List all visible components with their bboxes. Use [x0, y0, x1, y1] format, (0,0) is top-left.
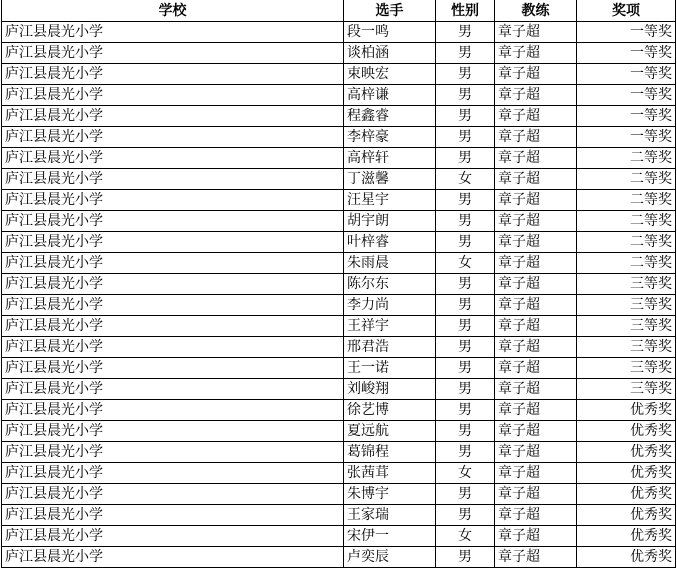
cell-coach: 章子超	[495, 253, 577, 274]
cell-school: 庐江县晨光小学	[2, 211, 344, 232]
cell-player: 丁滋馨	[344, 169, 436, 190]
cell-coach: 章子超	[495, 295, 577, 316]
cell-award: 一等奖	[577, 22, 676, 43]
cell-school: 庐江县晨光小学	[2, 526, 344, 547]
cell-gender: 男	[436, 190, 495, 211]
table-row	[2, 442, 676, 463]
table-row	[2, 337, 676, 358]
cell-school: 庐江县晨光小学	[2, 43, 344, 64]
table-row	[2, 148, 676, 169]
cell-player: 朱博宇	[344, 484, 436, 505]
cell-award: 三等奖	[577, 379, 676, 400]
cell-player: 高梓轩	[344, 148, 436, 169]
cell-coach: 章子超	[495, 190, 577, 211]
header-coach: 教练	[495, 0, 577, 22]
cell-school: 庐江县晨光小学	[2, 547, 344, 568]
cell-gender: 女	[436, 526, 495, 547]
cell-school: 庐江县晨光小学	[2, 274, 344, 295]
cell-gender: 男	[436, 64, 495, 85]
cell-player: 王家瑞	[344, 505, 436, 526]
table-row	[2, 463, 676, 484]
cell-player: 邢君浩	[344, 337, 436, 358]
cell-coach: 章子超	[495, 211, 577, 232]
cell-coach: 章子超	[495, 232, 577, 253]
cell-gender: 男	[436, 85, 495, 106]
cell-player: 王祥宇	[344, 316, 436, 337]
cell-coach: 章子超	[495, 127, 577, 148]
cell-gender: 男	[436, 379, 495, 400]
cell-player: 卢奕辰	[344, 547, 436, 568]
cell-award: 优秀奖	[577, 526, 676, 547]
cell-school: 庐江县晨光小学	[2, 232, 344, 253]
cell-award: 二等奖	[577, 211, 676, 232]
cell-award: 三等奖	[577, 316, 676, 337]
cell-award: 三等奖	[577, 274, 676, 295]
cell-coach: 章子超	[495, 316, 577, 337]
cell-award: 一等奖	[577, 64, 676, 85]
table-row	[2, 253, 676, 274]
cell-school: 庐江县晨光小学	[2, 127, 344, 148]
cell-school: 庐江县晨光小学	[2, 295, 344, 316]
table-row	[2, 358, 676, 379]
cell-award: 一等奖	[577, 43, 676, 64]
cell-gender: 女	[436, 253, 495, 274]
cell-coach: 章子超	[495, 484, 577, 505]
cell-coach: 章子超	[495, 442, 577, 463]
cell-award: 一等奖	[577, 127, 676, 148]
cell-gender: 男	[436, 442, 495, 463]
cell-award: 优秀奖	[577, 484, 676, 505]
cell-school: 庐江县晨光小学	[2, 148, 344, 169]
cell-gender: 男	[436, 505, 495, 526]
cell-coach: 章子超	[495, 379, 577, 400]
cell-school: 庐江县晨光小学	[2, 316, 344, 337]
cell-gender: 男	[436, 106, 495, 127]
cell-coach: 章子超	[495, 169, 577, 190]
table-row	[2, 526, 676, 547]
cell-player: 刘峻翔	[344, 379, 436, 400]
table-row	[2, 316, 676, 337]
cell-gender: 男	[436, 274, 495, 295]
cell-coach: 章子超	[495, 106, 577, 127]
cell-player: 李力尚	[344, 295, 436, 316]
table-row	[2, 22, 676, 43]
cell-award: 三等奖	[577, 358, 676, 379]
cell-school: 庐江县晨光小学	[2, 400, 344, 421]
cell-coach: 章子超	[495, 64, 577, 85]
cell-gender: 男	[436, 295, 495, 316]
table-row	[2, 274, 676, 295]
cell-award: 一等奖	[577, 85, 676, 106]
cell-coach: 章子超	[495, 547, 577, 568]
cell-coach: 章子超	[495, 400, 577, 421]
cell-award: 二等奖	[577, 232, 676, 253]
cell-player: 陈尔东	[344, 274, 436, 295]
cell-gender: 男	[436, 358, 495, 379]
table-row	[2, 295, 676, 316]
cell-gender: 男	[436, 484, 495, 505]
cell-gender: 女	[436, 463, 495, 484]
cell-school: 庐江县晨光小学	[2, 64, 344, 85]
cell-player: 李梓豪	[344, 127, 436, 148]
cell-coach: 章子超	[495, 85, 577, 106]
award-list-table	[1, 0, 676, 568]
cell-school: 庐江县晨光小学	[2, 337, 344, 358]
cell-player: 叶梓睿	[344, 232, 436, 253]
table-row	[2, 169, 676, 190]
cell-player: 谈柏涵	[344, 43, 436, 64]
cell-award: 优秀奖	[577, 547, 676, 568]
table-row	[2, 505, 676, 526]
cell-player: 程鑫睿	[344, 106, 436, 127]
cell-school: 庐江县晨光小学	[2, 463, 344, 484]
cell-school: 庐江县晨光小学	[2, 421, 344, 442]
cell-player: 夏远航	[344, 421, 436, 442]
cell-school: 庐江县晨光小学	[2, 106, 344, 127]
cell-gender: 男	[436, 43, 495, 64]
table-row	[2, 400, 676, 421]
cell-gender: 男	[436, 22, 495, 43]
cell-player: 徐艺博	[344, 400, 436, 421]
header-player: 选手	[344, 0, 436, 22]
cell-award: 优秀奖	[577, 442, 676, 463]
cell-player: 胡宇朗	[344, 211, 436, 232]
cell-player: 汪星宇	[344, 190, 436, 211]
cell-coach: 章子超	[495, 421, 577, 442]
cell-gender: 男	[436, 547, 495, 568]
header-award: 奖项	[577, 0, 676, 22]
cell-player: 段一鸣	[344, 22, 436, 43]
cell-award: 二等奖	[577, 253, 676, 274]
cell-school: 庐江县晨光小学	[2, 253, 344, 274]
cell-player: 王一诺	[344, 358, 436, 379]
cell-gender: 男	[436, 400, 495, 421]
table-row	[2, 127, 676, 148]
cell-coach: 章子超	[495, 43, 577, 64]
cell-school: 庐江县晨光小学	[2, 22, 344, 43]
cell-school: 庐江县晨光小学	[2, 379, 344, 400]
cell-award: 优秀奖	[577, 505, 676, 526]
table-row	[2, 547, 676, 568]
cell-school: 庐江县晨光小学	[2, 358, 344, 379]
header-gender: 性别	[436, 0, 495, 22]
cell-school: 庐江县晨光小学	[2, 85, 344, 106]
cell-gender: 男	[436, 421, 495, 442]
table-row	[2, 85, 676, 106]
table-row	[2, 421, 676, 442]
table-row	[2, 211, 676, 232]
header-school: 学校	[2, 0, 344, 22]
cell-player: 葛锦程	[344, 442, 436, 463]
table-row	[2, 484, 676, 505]
cell-school: 庐江县晨光小学	[2, 505, 344, 526]
cell-coach: 章子超	[495, 358, 577, 379]
cell-school: 庐江县晨光小学	[2, 190, 344, 211]
cell-award: 二等奖	[577, 169, 676, 190]
cell-gender: 男	[436, 127, 495, 148]
cell-player: 张茜茸	[344, 463, 436, 484]
cell-award: 优秀奖	[577, 463, 676, 484]
cell-coach: 章子超	[495, 274, 577, 295]
cell-player: 束映宏	[344, 64, 436, 85]
cell-award: 三等奖	[577, 337, 676, 358]
table-row	[2, 379, 676, 400]
cell-player: 高梓谦	[344, 85, 436, 106]
cell-school: 庐江县晨光小学	[2, 484, 344, 505]
cell-gender: 男	[436, 337, 495, 358]
cell-award: 二等奖	[577, 190, 676, 211]
cell-award: 一等奖	[577, 106, 676, 127]
cell-gender: 男	[436, 316, 495, 337]
cell-award: 二等奖	[577, 148, 676, 169]
cell-coach: 章子超	[495, 505, 577, 526]
cell-coach: 章子超	[495, 526, 577, 547]
header-row	[2, 0, 676, 22]
cell-award: 优秀奖	[577, 400, 676, 421]
table-row	[2, 64, 676, 85]
table-row	[2, 190, 676, 211]
cell-gender: 女	[436, 169, 495, 190]
table-row	[2, 43, 676, 64]
cell-gender: 男	[436, 211, 495, 232]
cell-coach: 章子超	[495, 22, 577, 43]
cell-player: 宋伊一	[344, 526, 436, 547]
table-body	[2, 22, 676, 568]
cell-coach: 章子超	[495, 463, 577, 484]
cell-coach: 章子超	[495, 148, 577, 169]
table-row	[2, 106, 676, 127]
cell-school: 庐江县晨光小学	[2, 442, 344, 463]
cell-award: 三等奖	[577, 295, 676, 316]
cell-gender: 男	[436, 148, 495, 169]
cell-coach: 章子超	[495, 337, 577, 358]
table-row	[2, 232, 676, 253]
cell-school: 庐江县晨光小学	[2, 169, 344, 190]
cell-player: 朱雨晨	[344, 253, 436, 274]
cell-award: 优秀奖	[577, 421, 676, 442]
cell-gender: 男	[436, 232, 495, 253]
